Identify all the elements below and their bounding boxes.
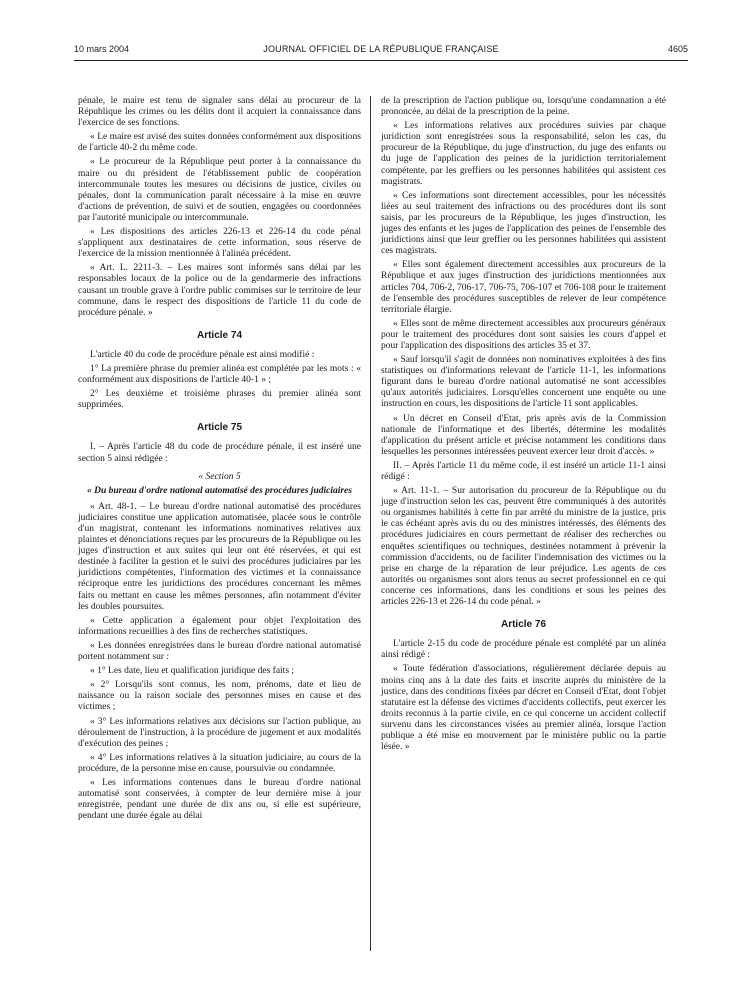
paragraph: « Art. 11-1. – Sur autorisation du procureur de la République ou du juge d'instruction selon les cas, peuvent être communiqués à des autorités ou organismes habilités à cette fin par arrêté du ministre de la justice, pris le cas échéant après avis du ou des ministres intéressés, des éléments des procédures judiciaires en cours permettant de réaliser des recherches ou enquêtes scientifiques ou techniques, destinées notamment à prévenir la commission d'accidents, ou de faciliter l'indemnisation des victimes ou la prise en charge de la réparation de leur préjudice. Les agents de ces autorités ou organismes sont alors tenus au secret professionnel en ce qui concerne ces informations, dans les conditions et sous les peines des articles 226-13 et 226-14 du code pénal. » (381, 486, 666, 608)
list-item: « 2° Lorsqu'ils sont connus, les nom, prénoms, date et lieu de naissance ou la raison sociale des personnes mises en cause et des victimes ; (78, 680, 361, 713)
paragraph: « Le procureur de la République peut porter à la connaissance du maire ou du président de l'établissement public de coopération intercommunale toutes les mesures ou décisions de justice, civiles ou pénales, dont la communication paraît nécessaire à la mise en œuvre d'actions de prévention, de suivi et de soutien, engagées ou coordonnées par l'autorité municipale ou intercommunale. (78, 157, 361, 223)
paragraph: « Elles sont de même directement accessibles aux procureurs généraux pour le traitement des procédures dont sont saisies les cours d'appel et pour l'application des dispositions des articles 35 et 37. (381, 318, 666, 351)
paragraph: « Art. 48-1. – Le bureau d'ordre national automatisé des procédures judiciaires constitue une application automatisée, placée sous le contrôle d'un magistrat, contenant les informations nominatives relatives aux plaintes et dénonciations reçues par les procureurs de la République ou les juges d'instruction et aux suites qui leur ont été réservées, et qui est destinée à faciliter la gestion et le suivi des procédures judiciaires par les juridictions compétentes, l'information des victimes et la connaissance réciproque entre les juridictions des procédures concernant les mêmes faits ou mettant en cause les mêmes personnes, afin notamment d'éviter les doubles poursuites. (78, 501, 361, 612)
journal-title: JOURNAL OFFICIEL DE LA RÉPUBLIQUE FRANÇAISE (263, 44, 499, 54)
paragraph: « Les informations contenues dans le bureau d'ordre national automatisé sont conservées, à compter de leur dernière mise à jour enregistrée, pendant une durée de dix ans ou, si elle est supérieure, pendant une durée égale au délai (78, 777, 361, 822)
article-75-heading: Article 75 (196, 422, 243, 434)
section-subtitle: « Du bureau d'ordre national automatisé des procédures judiciaires (87, 485, 352, 496)
paragraph: « Le maire est avisé des suites données conformément aux dispositions de l'article 40-2 du même code. (78, 132, 361, 154)
left-column (78, 96, 361, 825)
paragraph: 1° La première phrase du premier alinéa est complétée par les mots : « conformément aux dispositions de l'article 40-1 » ; (78, 363, 361, 386)
section-title: « Section 5 (198, 471, 241, 482)
article-76-heading: Article 76 (500, 619, 547, 631)
paragraph: « Les informations relatives aux procédures suivies par chaque juridiction sont enregistrées sous la responsabilité, selon les cas, du procureur de la République, du juge d'instruction, du juge des enfants ou du juge de l'application des peines de la juridiction territorialement compétente, par les greffiers ou les personnes habilitées qui assistent ces magistrats. (381, 121, 666, 187)
article-74-heading: Article 74 (196, 329, 243, 341)
list-item: « 4° Les informations relatives à la situation judiciaire, au cours de la procédure, de la personne mise en cause, poursuivie ou condamnée. (78, 752, 361, 774)
right-column (381, 96, 666, 756)
page-number: 4605 (667, 44, 688, 54)
column-divider (370, 96, 371, 951)
paragraph: 2° Les deuxième et troisième phrases du premier alinéa sont supprimées. (78, 389, 361, 411)
paragraph: « Les dispositions des articles 226-13 et 226-14 du code pénal s'appliquent aux destinataires de cette information, sous réserve de l'exercice de la mission mentionnée à l'alinéa précédent. (78, 227, 361, 260)
paragraph: « Sauf lorsqu'il s'agit de données non nominatives exploitées à des fins statistiques ou d'informations relevant de l'article 11-1, les informations figurant dans le bureau d'ordre national automatisé ne sont accessibles qu'aux autorités judiciaires. Lorsqu'elles concernent une enquête ou une instruction en cours, les dispositions de l'article 11 sont applicables. (381, 355, 666, 410)
paragraph: I. – Après l'article 48 du code de procédure pénale, il est inséré une section 5 ainsi rédigée : (78, 442, 361, 464)
paragraph: pénale, le maire est tenu de signaler sans délai au procureur de la République les crimes ou les délits dont il acquiert la connaissance dans l'exercice de ses fonctions. (78, 96, 361, 129)
paragraph: de la prescription de l'action publique ou, lorsqu'une condamnation a été prononcée, au délai de la prescription de la peine. (381, 96, 666, 118)
paragraph: « Un décret en Conseil d'Etat, pris après avis de la Commission nationale de l'informatique et des libertés, détermine les modalités d'application du présent article et précise notamment les conditions dans lesquelles les personnes intéressées peuvent exercer leur droit d'accès. » (381, 413, 666, 457)
paragraph: « Toute fédération d'associations, régulièrement déclarée depuis au moins cinq ans à la date des faits et inscrite auprès du ministère de la justice, dans des conditions fixées par décret en Conseil d'Etat, dont l'objet statutaire est la défense des victimes d'accidents collectifs, peut exercer les droits reconnus à la partie civile, en ce qui concerne un accident collectif survenu dans les circonstances visées au premier alinéa, lorsque l'action publique a été mise en mouvement par le ministère public ou la partie lésée. » (381, 664, 666, 753)
list-item: « 3° Les informations relatives aux décisions sur l'action publique, au déroulement de l'instruction, à la procédure de jugement et aux modalités d'exécution des peines ; (78, 716, 361, 749)
paragraph: L'article 2-15 du code de procédure pénale est complété par un alinéa ainsi rédigé : (381, 639, 666, 661)
paragraph: « Ces informations sont directement accessibles, pour les nécessités liées au seul traitement des infractions ou des procédures dont ils sont saisis, par les procureurs de la République, les juges d'instruction, les juges des enfants et les juges de l'application des peines de l'ensemble des juridictions ainsi que leur greffier ou les personnes habilitées qui assistent ces magistrats. (381, 190, 666, 257)
paragraph: « Les données enregistrées dans le bureau d'ordre national automatisé portent notamment sur : (78, 640, 361, 663)
header-date: 10 mars 2004 (74, 44, 130, 54)
paragraph: « Elles sont également directement accessibles aux procureurs de la République et aux juges d'instruction des juridictions mentionnées aux articles 704, 706-2, 706-17, 706-75, 706-107 et 706-108 pour le traitement de l'ensemble des procédures susceptibles de relever de leur compétence territoriale élargie. (381, 260, 666, 315)
page-header (74, 44, 688, 58)
header-rule (74, 60, 688, 61)
list-item: « 1° Les date, lieu et qualification juridique des faits ; (90, 666, 295, 677)
paragraph: L'article 40 du code de procédure pénale est ainsi modifié : (90, 349, 315, 360)
paragraph: « Cette application a également pour objet l'exploitation des informations recueillies à des fins de recherches statistiques. (78, 615, 361, 637)
paragraph: « Art. L. 2211-3. – Les maires sont informés sans délai par les responsables locaux de la police ou de la gendarmerie des infractions causant un trouble grave à l'ordre public commises sur le territoire de leur commune, dans le respect des dispositions de l'article 11 du code de procédure pénale. » (78, 263, 361, 318)
paragraph: II. – Après l'article 11 du même code, il est inséré un article 11-1 ainsi rédigé : (381, 460, 666, 482)
